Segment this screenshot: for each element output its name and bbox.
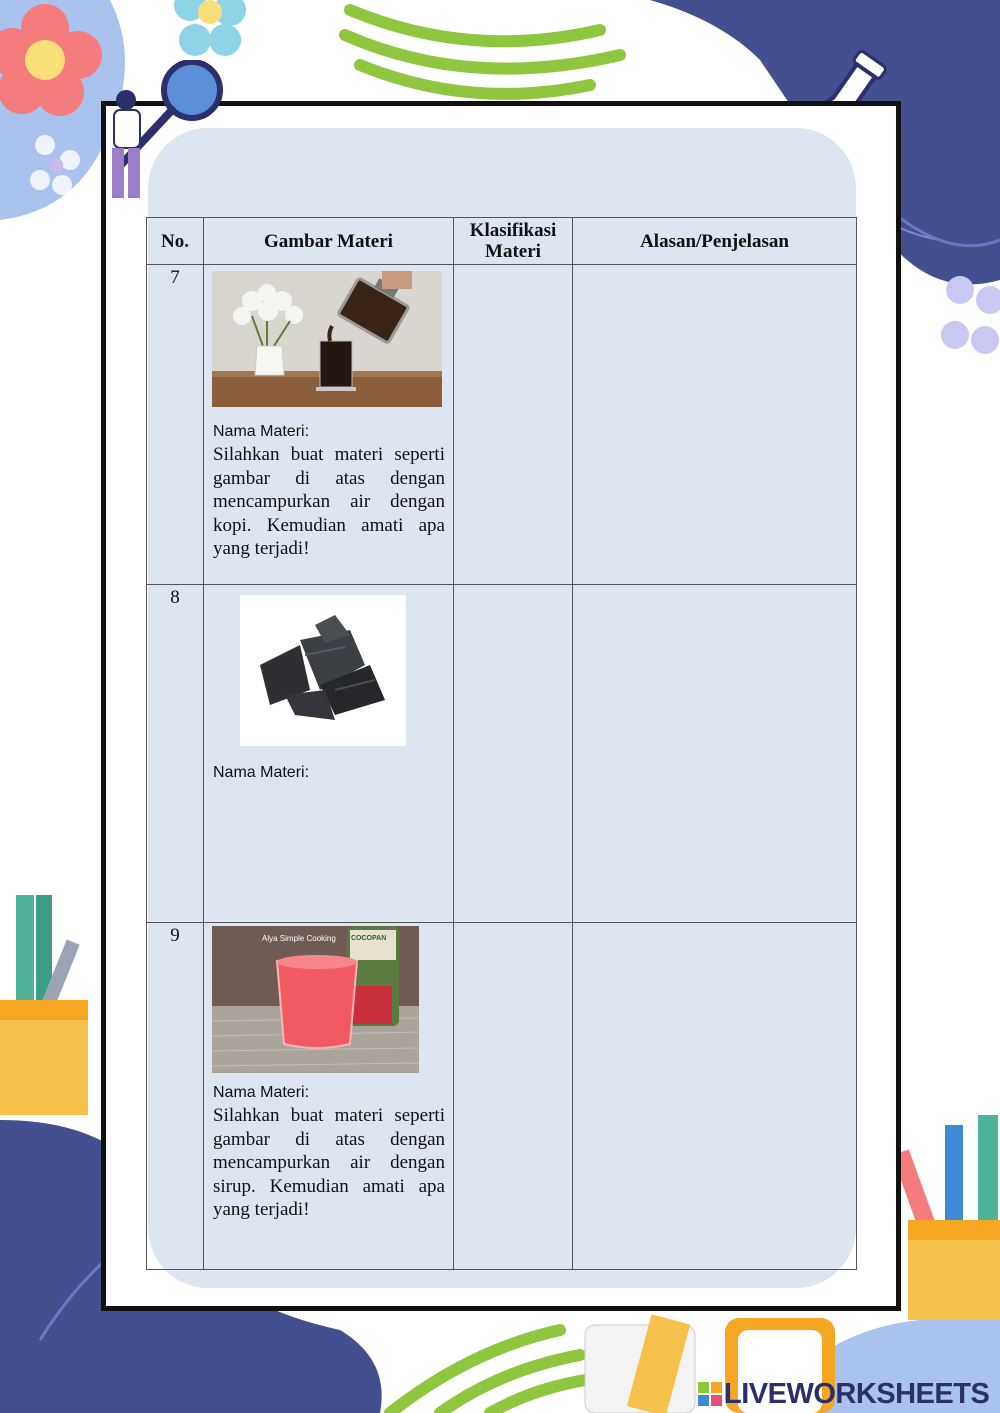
- klasifikasi-input-cell[interactable]: [454, 585, 573, 923]
- gambar-cell: [204, 265, 454, 585]
- table-row: [147, 265, 857, 585]
- alasan-input-cell[interactable]: [573, 923, 857, 1270]
- coffee-photo: [212, 271, 442, 407]
- col-header-klasifikasi: Klasifikasi Materi: [454, 218, 573, 265]
- logo-text: LIVEWORKSHEETS: [724, 1378, 990, 1410]
- pencil-cup-icon: [892, 1115, 1000, 1320]
- nama-materi-label: Nama Materi:: [213, 1084, 310, 1101]
- row-number: 8: [147, 585, 204, 923]
- green-stripes-bottom: [390, 1330, 600, 1413]
- bottle-label: COCOPAN: [351, 935, 387, 942]
- klasifikasi-input-cell[interactable]: [454, 923, 573, 1270]
- alasan-input-cell[interactable]: [573, 265, 857, 585]
- liveworksheets-logo[interactable]: [698, 1378, 989, 1411]
- flower-icon: [941, 276, 1000, 354]
- materi-table: [146, 217, 857, 1270]
- col-header-alasan: Alasan/Penjelasan: [573, 218, 857, 265]
- row-number: 9: [147, 923, 204, 1270]
- instruction-text: Silahkan buat materi seperti gambar di atas dengan mencampurkan air dengan sirup. Kemudian amati apa yang terjadi!: [213, 1105, 445, 1220]
- nama-materi-label: Nama Materi:: [213, 764, 310, 781]
- table-row: [147, 923, 857, 1270]
- instruction-text: Silahkan buat materi seperti gambar di atas dengan mencampurkan air dengan kopi. Kemudian amati apa yang terjadi!: [213, 444, 445, 559]
- table-row: [147, 585, 857, 923]
- pencil-cup-icon: [0, 895, 88, 1115]
- flower-icon: [174, 0, 246, 56]
- alasan-input-cell[interactable]: [573, 585, 857, 923]
- syrup-drink-photo: [212, 926, 419, 1073]
- table-header-row: [147, 218, 857, 265]
- col-header-gambar: Gambar Materi: [204, 218, 454, 265]
- col-header-no: No.: [147, 218, 204, 265]
- klasifikasi-input-cell[interactable]: [454, 265, 573, 585]
- green-stripes-top: [345, 10, 620, 94]
- row-number: 7: [147, 265, 204, 585]
- nama-materi-label: Nama Materi:: [213, 423, 310, 440]
- charcoal-photo: [240, 595, 406, 746]
- gambar-cell: [204, 585, 454, 923]
- gambar-cell: [204, 923, 454, 1270]
- scientist-magnifier-icon: [100, 60, 240, 200]
- photo-watermark: Alya Simple Cooking: [262, 934, 336, 943]
- liveworksheets-logo-icon: [698, 1382, 722, 1406]
